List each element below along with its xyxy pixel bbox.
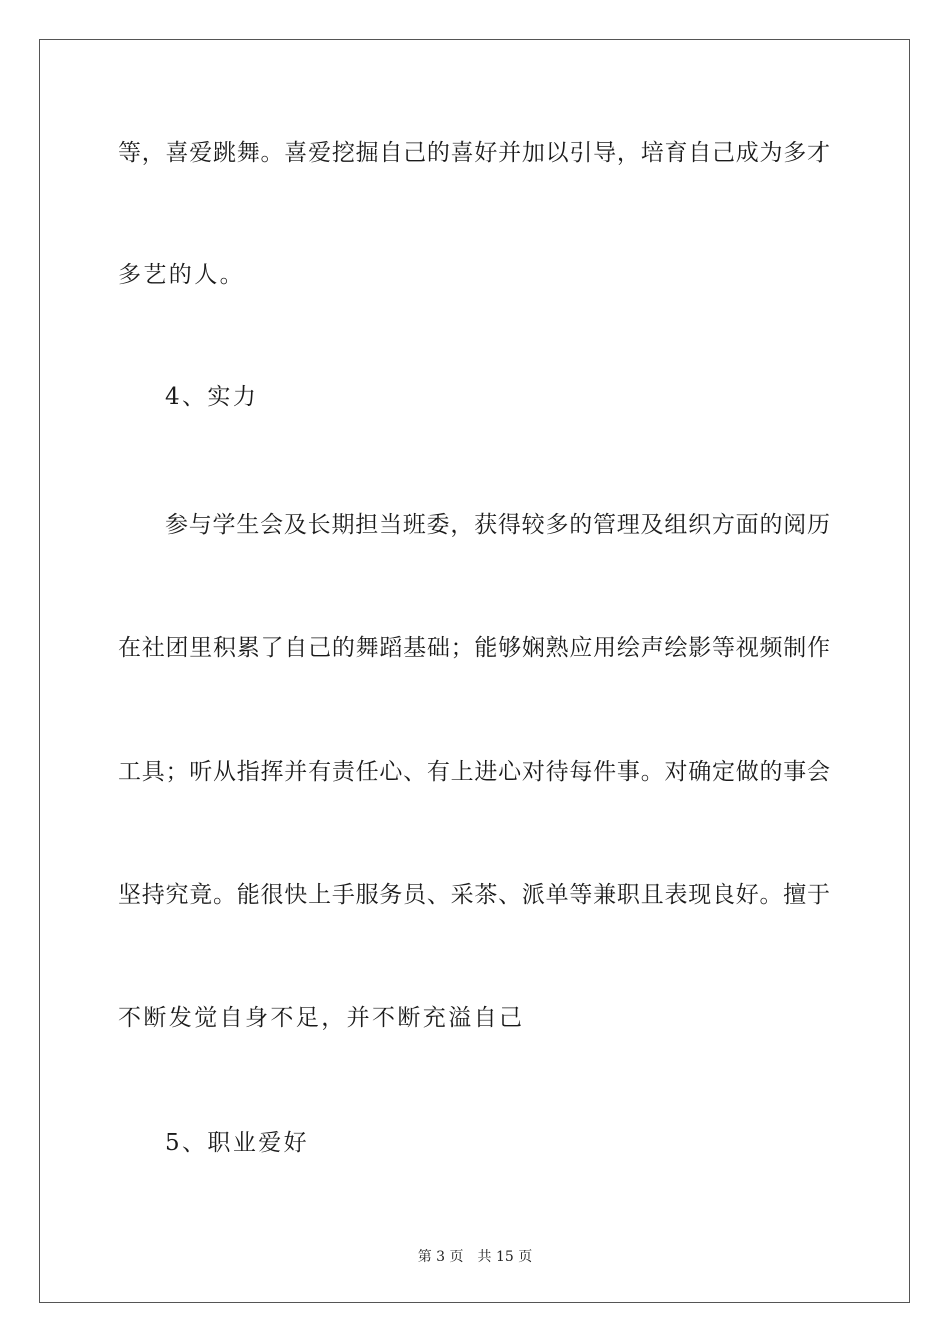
paragraph-line: 工具；听从指挥并有责任心、有上进心对待每件事。对确定做的事会 — [118, 759, 830, 785]
total-pages: 共 15 页 — [477, 1249, 533, 1265]
paragraph-line: 等，喜爱跳舞。喜爱挖掘自己的喜好并加以引导，培育自己成为多才 — [118, 140, 830, 166]
paragraph-line: 不断发觉自身不足，并不断充溢自己 — [118, 1005, 525, 1031]
page-number: 第 3 页 — [417, 1249, 464, 1265]
paragraph-line: 多艺的人。 — [118, 262, 245, 288]
paragraph-line: 在社团里积累了自己的舞蹈基础；能够娴熟应用绘声绘影等视频制作 — [118, 635, 830, 661]
paragraph-line: 坚持究竟。能很快上手服务员、采茶、派单等兼职且表现良好。擅于 — [118, 882, 830, 908]
paragraph-line: 参与学生会及长期担当班委，获得较多的管理及组织方面的阅历 — [165, 512, 830, 538]
page-footer — [0, 1248, 950, 1266]
section-heading: 5、职业爱好 — [165, 1130, 310, 1156]
page-border — [39, 39, 910, 1303]
section-heading: 4、实力 — [165, 384, 259, 410]
